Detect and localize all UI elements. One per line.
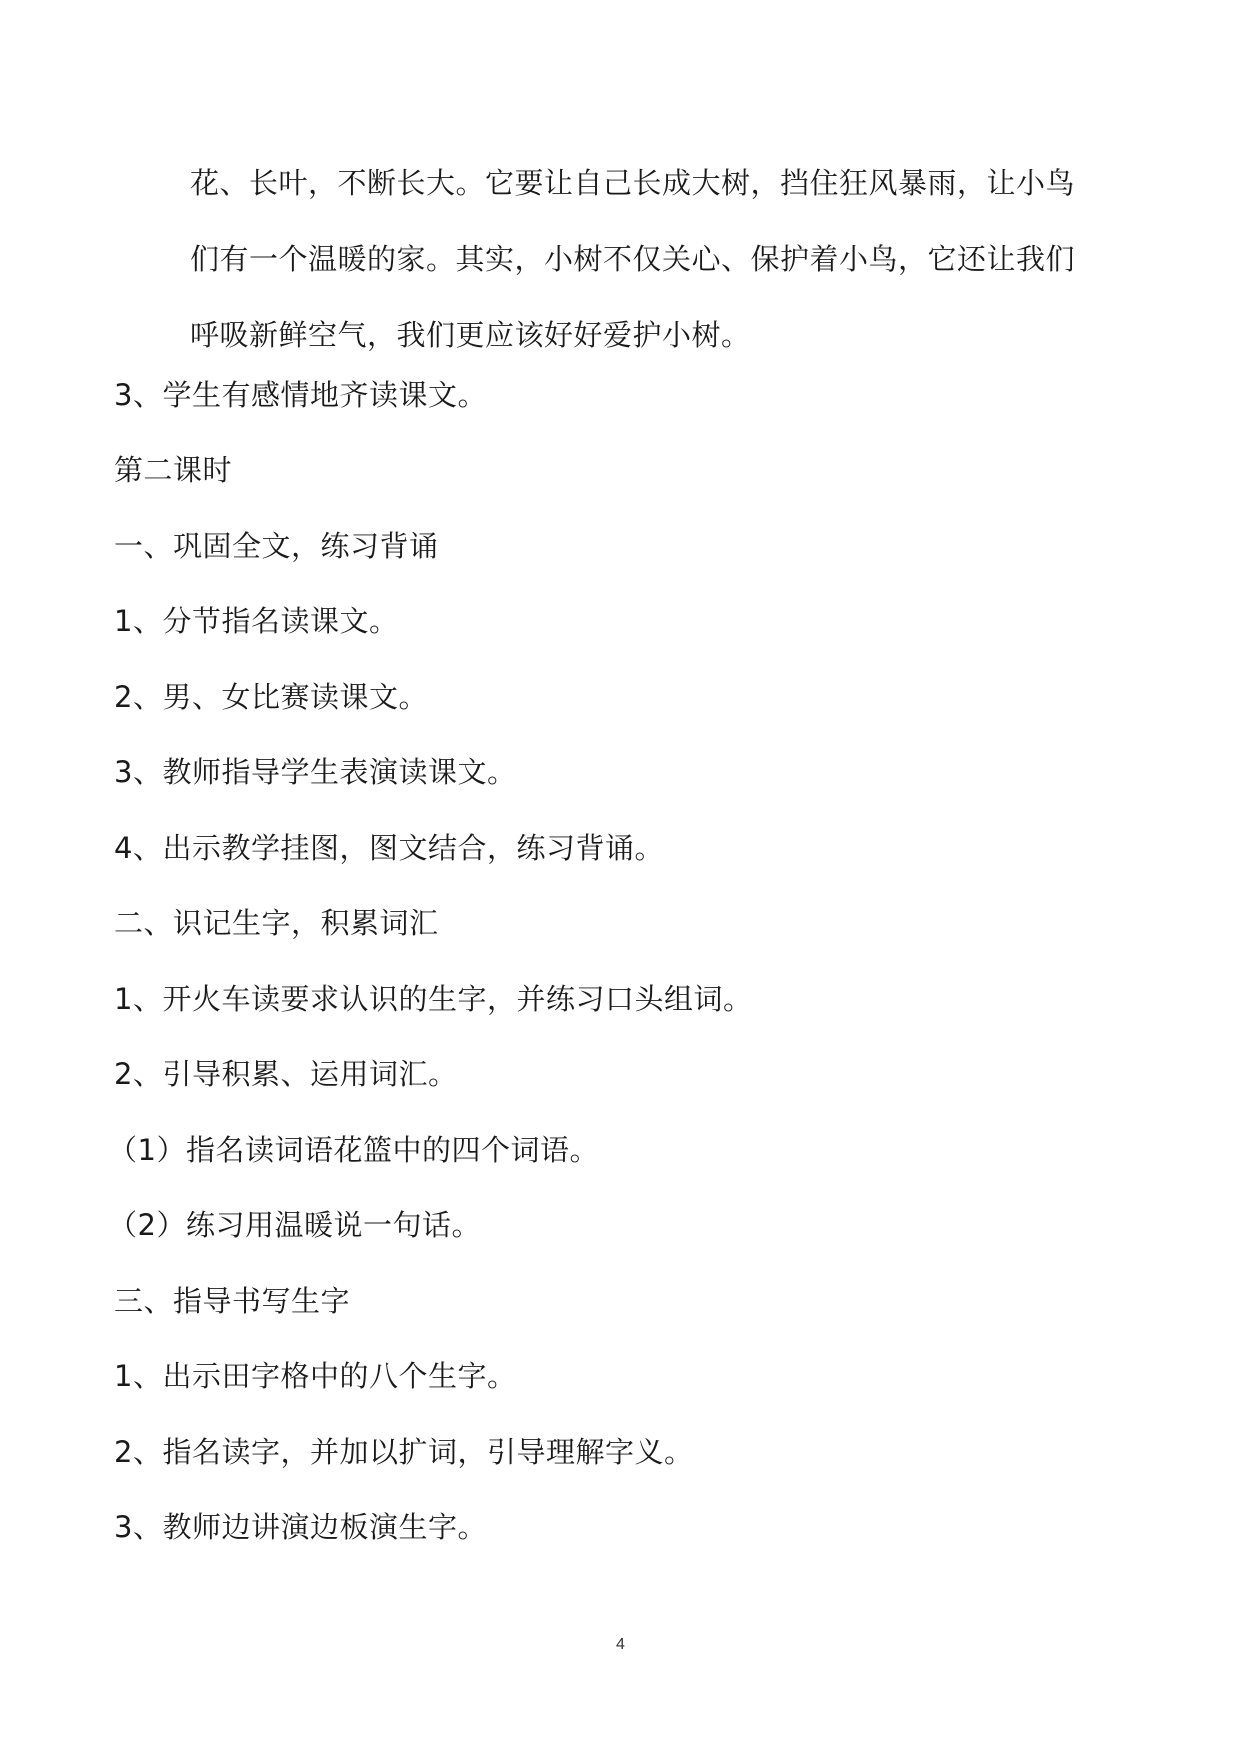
section-heading: 第二课时 — [114, 453, 233, 487]
paragraph-line: 花、长叶，不断长大。它要让自己长成大树，挡住狂风暴雨，让小鸟 — [190, 166, 1076, 200]
list-item: 2、指名读字，并加以扩词，引导理解字义。 — [114, 1435, 694, 1469]
list-item: 1、出示田字格中的八个生字。 — [114, 1359, 517, 1393]
list-item: 3、学生有感情地齐读课文。 — [114, 378, 487, 412]
list-item: 2、引导积累、运用词汇。 — [114, 1057, 458, 1091]
list-item: 1、开火车读要求认识的生字，并练习口头组词。 — [114, 982, 753, 1016]
paragraph-line: 呼吸新鲜空气，我们更应该好好爱护小树。 — [190, 318, 751, 352]
list-item: 2、男、女比赛读课文。 — [114, 680, 428, 714]
section-heading: 一、巩固全文，练习背诵 — [114, 529, 439, 563]
list-item: （2）练习用温暖说一句话。 — [108, 1208, 481, 1242]
section-heading: 三、指导书写生字 — [114, 1284, 351, 1318]
list-item: 3、教师指导学生表演读课文。 — [114, 755, 517, 789]
paragraph-line: 们有一个温暖的家。其实，小树不仅关心、保护着小鸟，它还让我们 — [190, 242, 1076, 276]
page-number: 4 — [616, 1636, 625, 1653]
list-item: 3、教师边讲演边板演生字。 — [114, 1510, 487, 1544]
body-text — [190, 145, 1076, 373]
section-heading: 二、识记生字，积累词汇 — [114, 906, 439, 940]
list-item: 4、出示教学挂图，图文结合，练习背诵。 — [114, 831, 664, 865]
list-item: 1、分节指名读课文。 — [114, 604, 399, 638]
list-item: （1）指名读词语花篮中的四个词语。 — [108, 1133, 599, 1167]
